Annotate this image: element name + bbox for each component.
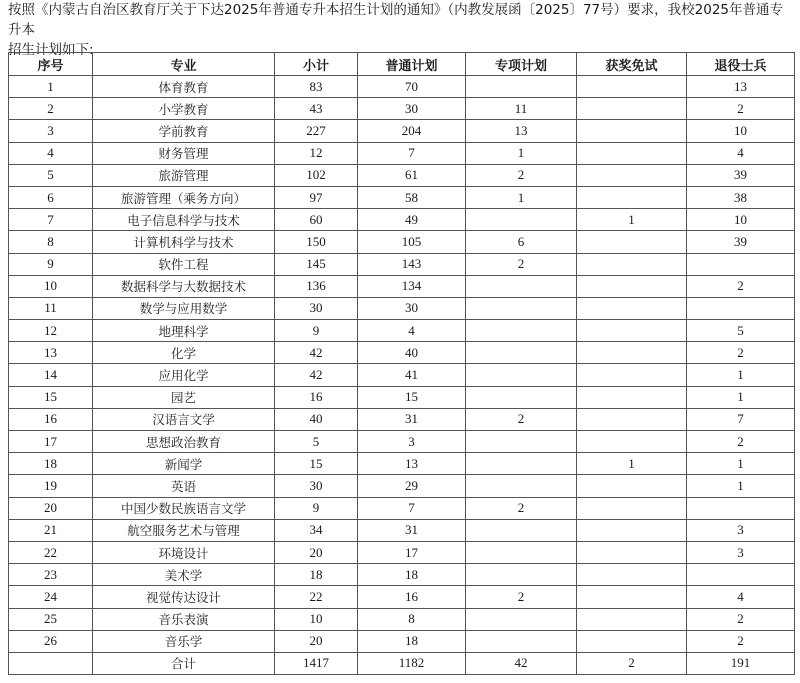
cell-award-exempt: [577, 630, 687, 652]
cell-award-exempt: [577, 497, 687, 519]
cell-veterans: 4: [687, 586, 795, 608]
cell-award-exempt: [577, 608, 687, 630]
cell-major: 计算机科学与技术: [93, 231, 275, 253]
table-row: [9, 98, 795, 120]
cell-index: 22: [9, 541, 93, 563]
cell-veterans: [687, 297, 795, 319]
header-major: 专业: [93, 53, 275, 76]
cell-major: 地理科学: [93, 320, 275, 342]
cell-special-plan: 13: [466, 120, 577, 142]
cell-award-exempt: [577, 320, 687, 342]
cell-index: 2: [9, 98, 93, 120]
intro-line-1: 按照《内蒙古自治区教育厅关于下达2025年普通专升本招生计划的通知》（内教发展函〔2025〕77号）要求，我校2025年普通专升本: [8, 2, 783, 38]
cell-index: 17: [9, 431, 93, 453]
cell-index: 4: [9, 142, 93, 164]
cell-regular-plan: 40: [358, 342, 466, 364]
table-row: [9, 297, 795, 319]
cell-index: 19: [9, 475, 93, 497]
cell-subtotal: 1417: [275, 652, 358, 674]
cell-major: 应用化学: [93, 364, 275, 386]
cell-veterans: 38: [687, 186, 795, 208]
cell-subtotal: 30: [275, 475, 358, 497]
cell-regular-plan: 70: [358, 76, 466, 98]
cell-subtotal: 22: [275, 586, 358, 608]
cell-veterans: [687, 253, 795, 275]
cell-index: 23: [9, 564, 93, 586]
cell-regular-plan: 61: [358, 164, 466, 186]
cell-subtotal: 20: [275, 541, 358, 563]
table-body: [9, 76, 795, 675]
cell-veterans: 191: [687, 652, 795, 674]
cell-regular-plan: 29: [358, 475, 466, 497]
cell-special-plan: [466, 519, 577, 541]
cell-major: 航空服务艺术与管理: [93, 519, 275, 541]
intro-paragraph: [8, 0, 794, 60]
table-header-row: [9, 53, 795, 76]
cell-award-exempt: [577, 253, 687, 275]
table-row: [9, 519, 795, 541]
cell-major: 旅游管理（乘务方向）: [93, 186, 275, 208]
cell-major: 电子信息科学与技术: [93, 209, 275, 231]
cell-subtotal: 43: [275, 98, 358, 120]
cell-award-exempt: [577, 120, 687, 142]
cell-index: 9: [9, 253, 93, 275]
cell-award-exempt: [577, 231, 687, 253]
cell-subtotal: 12: [275, 142, 358, 164]
table-row: [9, 209, 795, 231]
cell-index: 16: [9, 408, 93, 430]
cell-regular-plan: 1182: [358, 652, 466, 674]
cell-major: 软件工程: [93, 253, 275, 275]
table-row: [9, 320, 795, 342]
cell-special-plan: 6: [466, 231, 577, 253]
cell-regular-plan: 204: [358, 120, 466, 142]
cell-index: 8: [9, 231, 93, 253]
cell-special-plan: 2: [466, 408, 577, 430]
cell-veterans: 2: [687, 342, 795, 364]
table-row: [9, 497, 795, 519]
cell-subtotal: 42: [275, 342, 358, 364]
cell-major: 合计: [93, 652, 275, 674]
cell-major: 数据科学与大数据技术: [93, 275, 275, 297]
cell-index: 5: [9, 164, 93, 186]
cell-subtotal: 30: [275, 297, 358, 319]
cell-index: 20: [9, 497, 93, 519]
cell-regular-plan: 16: [358, 586, 466, 608]
cell-veterans: 39: [687, 164, 795, 186]
cell-index: [9, 652, 93, 674]
cell-award-exempt: [577, 164, 687, 186]
cell-regular-plan: 58: [358, 186, 466, 208]
cell-award-exempt: [577, 475, 687, 497]
cell-special-plan: 2: [466, 586, 577, 608]
cell-regular-plan: 7: [358, 497, 466, 519]
cell-award-exempt: 1: [577, 453, 687, 475]
cell-major: 汉语言文学: [93, 408, 275, 430]
cell-index: 25: [9, 608, 93, 630]
cell-regular-plan: 31: [358, 519, 466, 541]
cell-special-plan: [466, 275, 577, 297]
cell-major: 数学与应用数学: [93, 297, 275, 319]
cell-veterans: 3: [687, 519, 795, 541]
cell-veterans: 5: [687, 320, 795, 342]
cell-award-exempt: [577, 76, 687, 98]
cell-major: 园艺: [93, 386, 275, 408]
table-row: [9, 76, 795, 98]
cell-award-exempt: [577, 431, 687, 453]
cell-index: 3: [9, 120, 93, 142]
cell-subtotal: 9: [275, 497, 358, 519]
table-row: [9, 364, 795, 386]
header-special-plan: 专项计划: [466, 53, 577, 76]
cell-veterans: 2: [687, 275, 795, 297]
cell-special-plan: [466, 209, 577, 231]
cell-subtotal: 227: [275, 120, 358, 142]
cell-award-exempt: [577, 386, 687, 408]
cell-regular-plan: 17: [358, 541, 466, 563]
cell-index: 11: [9, 297, 93, 319]
cell-major: 学前教育: [93, 120, 275, 142]
cell-major: 体育教育: [93, 76, 275, 98]
cell-subtotal: 18: [275, 564, 358, 586]
table-row: [9, 541, 795, 563]
cell-award-exempt: [577, 364, 687, 386]
cell-special-plan: [466, 541, 577, 563]
table-row: [9, 253, 795, 275]
cell-regular-plan: 8: [358, 608, 466, 630]
cell-special-plan: [466, 342, 577, 364]
cell-veterans: [687, 564, 795, 586]
cell-subtotal: 145: [275, 253, 358, 275]
cell-subtotal: 150: [275, 231, 358, 253]
intro-line-2: 招生计划如下:: [8, 42, 94, 58]
cell-special-plan: [466, 630, 577, 652]
table-row: [9, 586, 795, 608]
cell-veterans: 10: [687, 120, 795, 142]
cell-regular-plan: 30: [358, 297, 466, 319]
cell-special-plan: 11: [466, 98, 577, 120]
table-row: [9, 564, 795, 586]
cell-major: 财务管理: [93, 142, 275, 164]
cell-veterans: 3: [687, 541, 795, 563]
cell-special-plan: 2: [466, 497, 577, 519]
cell-regular-plan: 134: [358, 275, 466, 297]
cell-award-exempt: [577, 519, 687, 541]
table-row: [9, 231, 795, 253]
cell-index: 14: [9, 364, 93, 386]
cell-regular-plan: 18: [358, 564, 466, 586]
cell-special-plan: [466, 564, 577, 586]
cell-subtotal: 136: [275, 275, 358, 297]
table-row: [9, 186, 795, 208]
cell-major: 英语: [93, 475, 275, 497]
table-row: [9, 275, 795, 297]
cell-veterans: 1: [687, 453, 795, 475]
table-row: [9, 453, 795, 475]
cell-regular-plan: 30: [358, 98, 466, 120]
cell-regular-plan: 4: [358, 320, 466, 342]
cell-major: 音乐学: [93, 630, 275, 652]
cell-subtotal: 10: [275, 608, 358, 630]
cell-special-plan: [466, 76, 577, 98]
cell-major: 旅游管理: [93, 164, 275, 186]
cell-veterans: 2: [687, 431, 795, 453]
cell-award-exempt: [577, 186, 687, 208]
cell-award-exempt: [577, 586, 687, 608]
cell-veterans: 7: [687, 408, 795, 430]
cell-major: 新闻学: [93, 453, 275, 475]
cell-subtotal: 40: [275, 408, 358, 430]
cell-special-plan: 42: [466, 652, 577, 674]
header-subtotal: 小计: [275, 53, 358, 76]
cell-regular-plan: 41: [358, 364, 466, 386]
cell-special-plan: [466, 386, 577, 408]
table-row: [9, 408, 795, 430]
cell-special-plan: [466, 364, 577, 386]
cell-major: 化学: [93, 342, 275, 364]
cell-regular-plan: 13: [358, 453, 466, 475]
table-row: [9, 120, 795, 142]
cell-index: 12: [9, 320, 93, 342]
table-row: [9, 431, 795, 453]
cell-veterans: 4: [687, 142, 795, 164]
cell-award-exempt: [577, 297, 687, 319]
cell-major: 视觉传达设计: [93, 586, 275, 608]
cell-award-exempt: [577, 541, 687, 563]
cell-regular-plan: 3: [358, 431, 466, 453]
cell-special-plan: [466, 475, 577, 497]
cell-index: 1: [9, 76, 93, 98]
table-row: [9, 164, 795, 186]
table-row: [9, 342, 795, 364]
cell-special-plan: [466, 320, 577, 342]
cell-index: 15: [9, 386, 93, 408]
cell-major: 小学教育: [93, 98, 275, 120]
cell-subtotal: 16: [275, 386, 358, 408]
cell-veterans: [687, 497, 795, 519]
cell-major: 中国少数民族语言文学: [93, 497, 275, 519]
cell-award-exempt: [577, 142, 687, 164]
header-award-exempt: 获奖免试: [577, 53, 687, 76]
cell-regular-plan: 105: [358, 231, 466, 253]
cell-award-exempt: [577, 564, 687, 586]
cell-award-exempt: [577, 408, 687, 430]
header-veterans: 退役士兵: [687, 53, 795, 76]
cell-major: 音乐表演: [93, 608, 275, 630]
cell-veterans: 13: [687, 76, 795, 98]
cell-major: 美术学: [93, 564, 275, 586]
cell-veterans: 1: [687, 475, 795, 497]
table-row: [9, 386, 795, 408]
cell-veterans: 2: [687, 98, 795, 120]
cell-veterans: 10: [687, 209, 795, 231]
cell-veterans: 1: [687, 364, 795, 386]
cell-award-exempt: 1: [577, 209, 687, 231]
cell-subtotal: 60: [275, 209, 358, 231]
cell-index: 26: [9, 630, 93, 652]
cell-major: 思想政治教育: [93, 431, 275, 453]
cell-index: 18: [9, 453, 93, 475]
table-total-row: [9, 652, 795, 674]
cell-subtotal: 20: [275, 630, 358, 652]
cell-special-plan: [466, 453, 577, 475]
enrollment-plan-table: [8, 52, 795, 675]
cell-special-plan: 2: [466, 164, 577, 186]
cell-special-plan: 1: [466, 186, 577, 208]
cell-subtotal: 42: [275, 364, 358, 386]
cell-special-plan: 1: [466, 142, 577, 164]
cell-special-plan: [466, 297, 577, 319]
table-row: [9, 475, 795, 497]
cell-award-exempt: [577, 275, 687, 297]
cell-regular-plan: 18: [358, 630, 466, 652]
cell-regular-plan: 7: [358, 142, 466, 164]
cell-special-plan: 2: [466, 253, 577, 275]
header-index: 序号: [9, 53, 93, 76]
cell-subtotal: 9: [275, 320, 358, 342]
cell-regular-plan: 15: [358, 386, 466, 408]
cell-regular-plan: 143: [358, 253, 466, 275]
cell-subtotal: 5: [275, 431, 358, 453]
cell-veterans: 1: [687, 386, 795, 408]
table-row: [9, 142, 795, 164]
header-regular-plan: 普通计划: [358, 53, 466, 76]
cell-major: 环境设计: [93, 541, 275, 563]
cell-award-exempt: [577, 342, 687, 364]
cell-subtotal: 15: [275, 453, 358, 475]
cell-subtotal: 34: [275, 519, 358, 541]
cell-veterans: 2: [687, 608, 795, 630]
cell-special-plan: [466, 431, 577, 453]
cell-award-exempt: 2: [577, 652, 687, 674]
cell-regular-plan: 31: [358, 408, 466, 430]
cell-subtotal: 97: [275, 186, 358, 208]
cell-index: 21: [9, 519, 93, 541]
cell-veterans: 39: [687, 231, 795, 253]
cell-index: 24: [9, 586, 93, 608]
table-row: [9, 630, 795, 652]
cell-index: 7: [9, 209, 93, 231]
cell-index: 13: [9, 342, 93, 364]
cell-veterans: 2: [687, 630, 795, 652]
cell-subtotal: 102: [275, 164, 358, 186]
cell-regular-plan: 49: [358, 209, 466, 231]
cell-index: 10: [9, 275, 93, 297]
cell-award-exempt: [577, 98, 687, 120]
cell-index: 6: [9, 186, 93, 208]
cell-subtotal: 83: [275, 76, 358, 98]
cell-special-plan: [466, 608, 577, 630]
table-row: [9, 608, 795, 630]
